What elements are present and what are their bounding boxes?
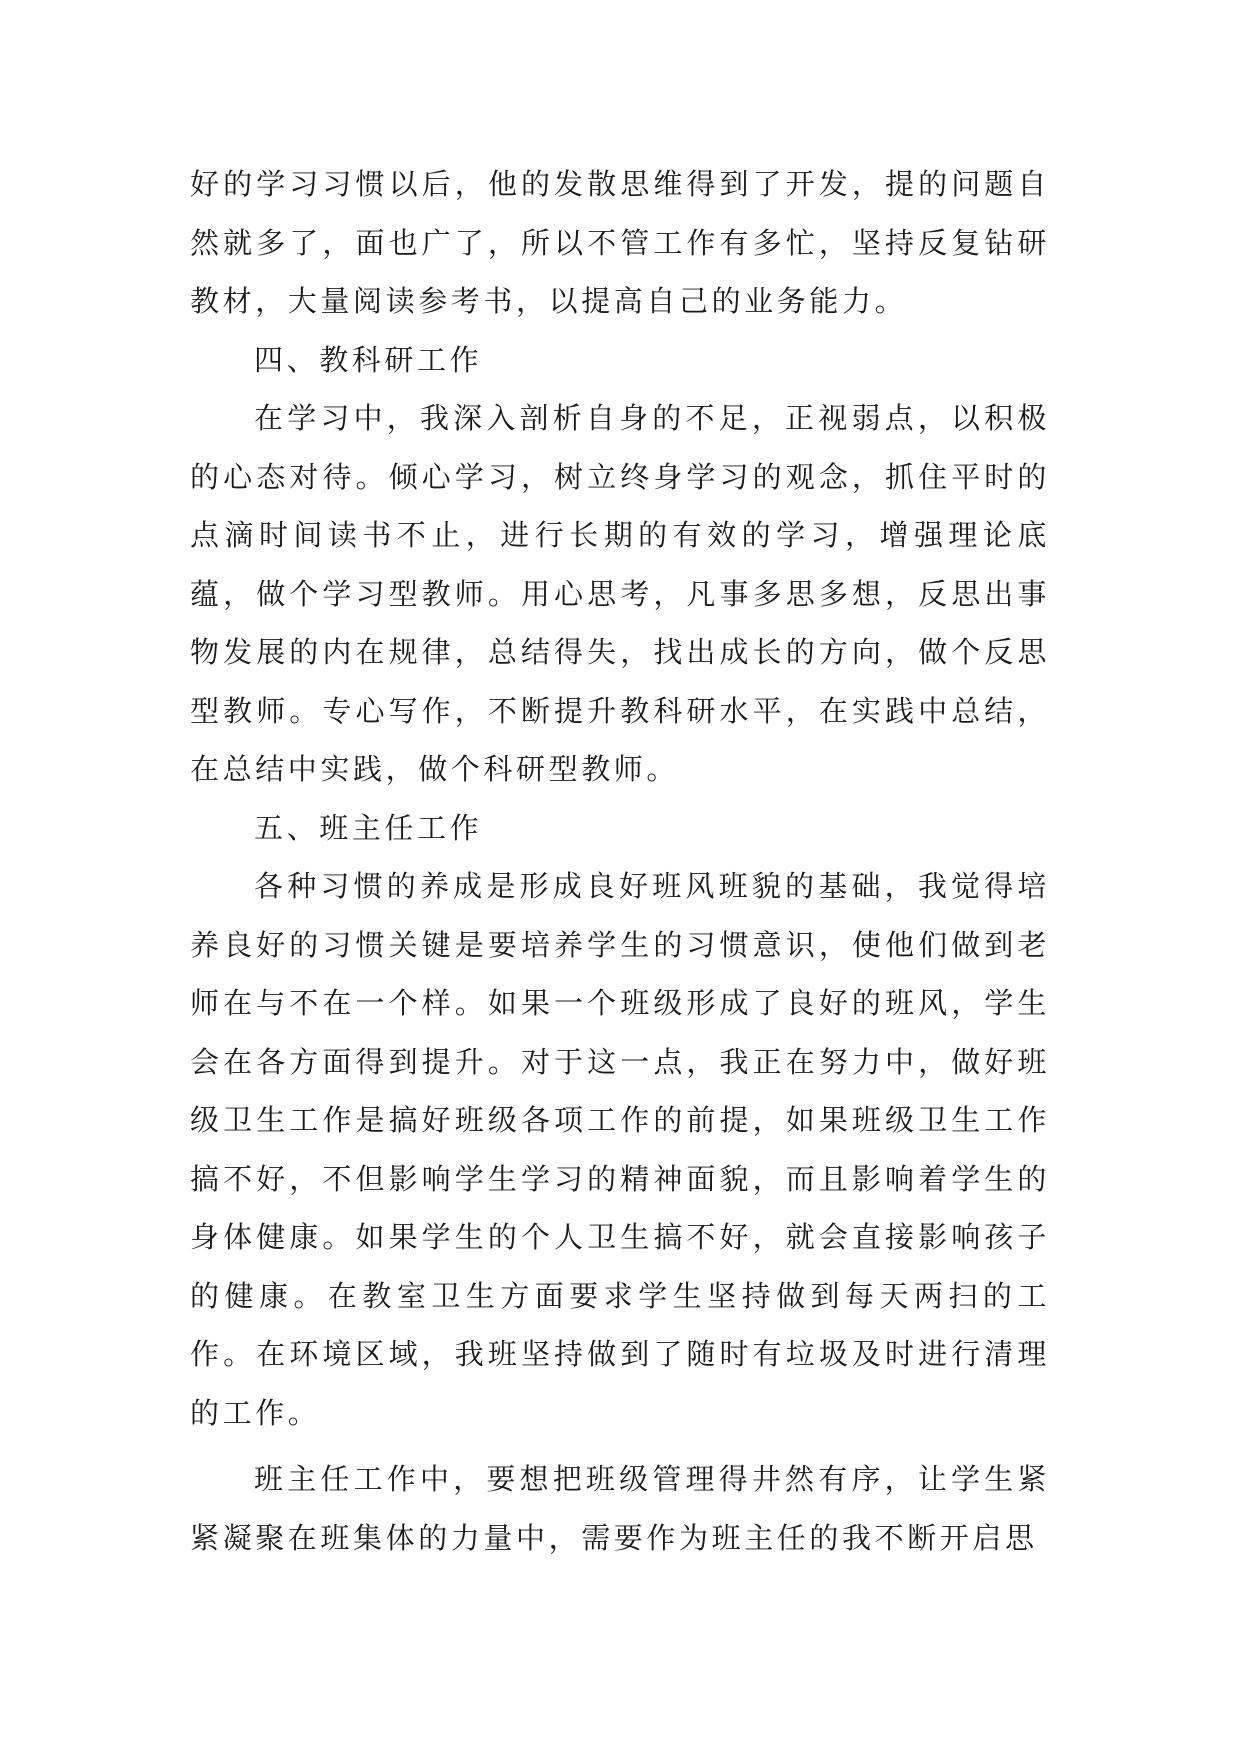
paragraph-class-management: 班主任工作中，要想把班级管理得井然有序，让学生紧紧凝聚在班集体的力量中，需要作为班主任的我不断开启思 bbox=[190, 1462, 1050, 1555]
paragraph-habits: 各种习惯的养成是形成良好班风班貌的基础，我觉得培养良好的习惯关键是要培养学生的习惯意识，使他们做到老师在与不在一个样。如果一个班级形成了良好的班风，学生会在各方面得到提升。对于这一点，我正在努力中，做好班级卫生工作是搞好班级各项工作的前提，如果班级卫生工作搞不好，不但影响学生学习的精神面貌，而且影响着学生的身体健康。如果学生的个人卫生搞不好，就会直接影响孩子的健康。在教室卫生方面要求学生坚持做到每天两扫的工作。在环境区域，我班坚持做到了随时有垃圾及时进行清理的工作。 bbox=[190, 869, 1050, 1430]
document-body bbox=[190, 155, 1050, 1567]
section-heading-5: 五、班主任工作 bbox=[254, 810, 483, 845]
section-heading-4: 四、教科研工作 bbox=[254, 342, 483, 377]
paragraph-research: 在学习中，我深入剖析自身的不足，正视弱点，以积极的心态对待。倾心学习，树立终身学习的观念，抓住平时的点滴时间读书不止，进行长期的有效的学习，增强理论底蕴，做个学习型教师。用心思考，凡事多思多想，反思出事物发展的内在规律，总结得失，找出成长的方向，做个反思型教师。专心写作，不断提升教科研水平，在实践中总结，在总结中实践，做个科研型教师。 bbox=[190, 401, 1050, 786]
paragraph-continuation: 好的学习习惯以后，他的发散思维得到了开发，提的问题自然就多了，面也广了，所以不管工作有多忙，坚持反复钻研教材，大量阅读参考书，以提高自己的业务能力。 bbox=[190, 167, 1050, 318]
